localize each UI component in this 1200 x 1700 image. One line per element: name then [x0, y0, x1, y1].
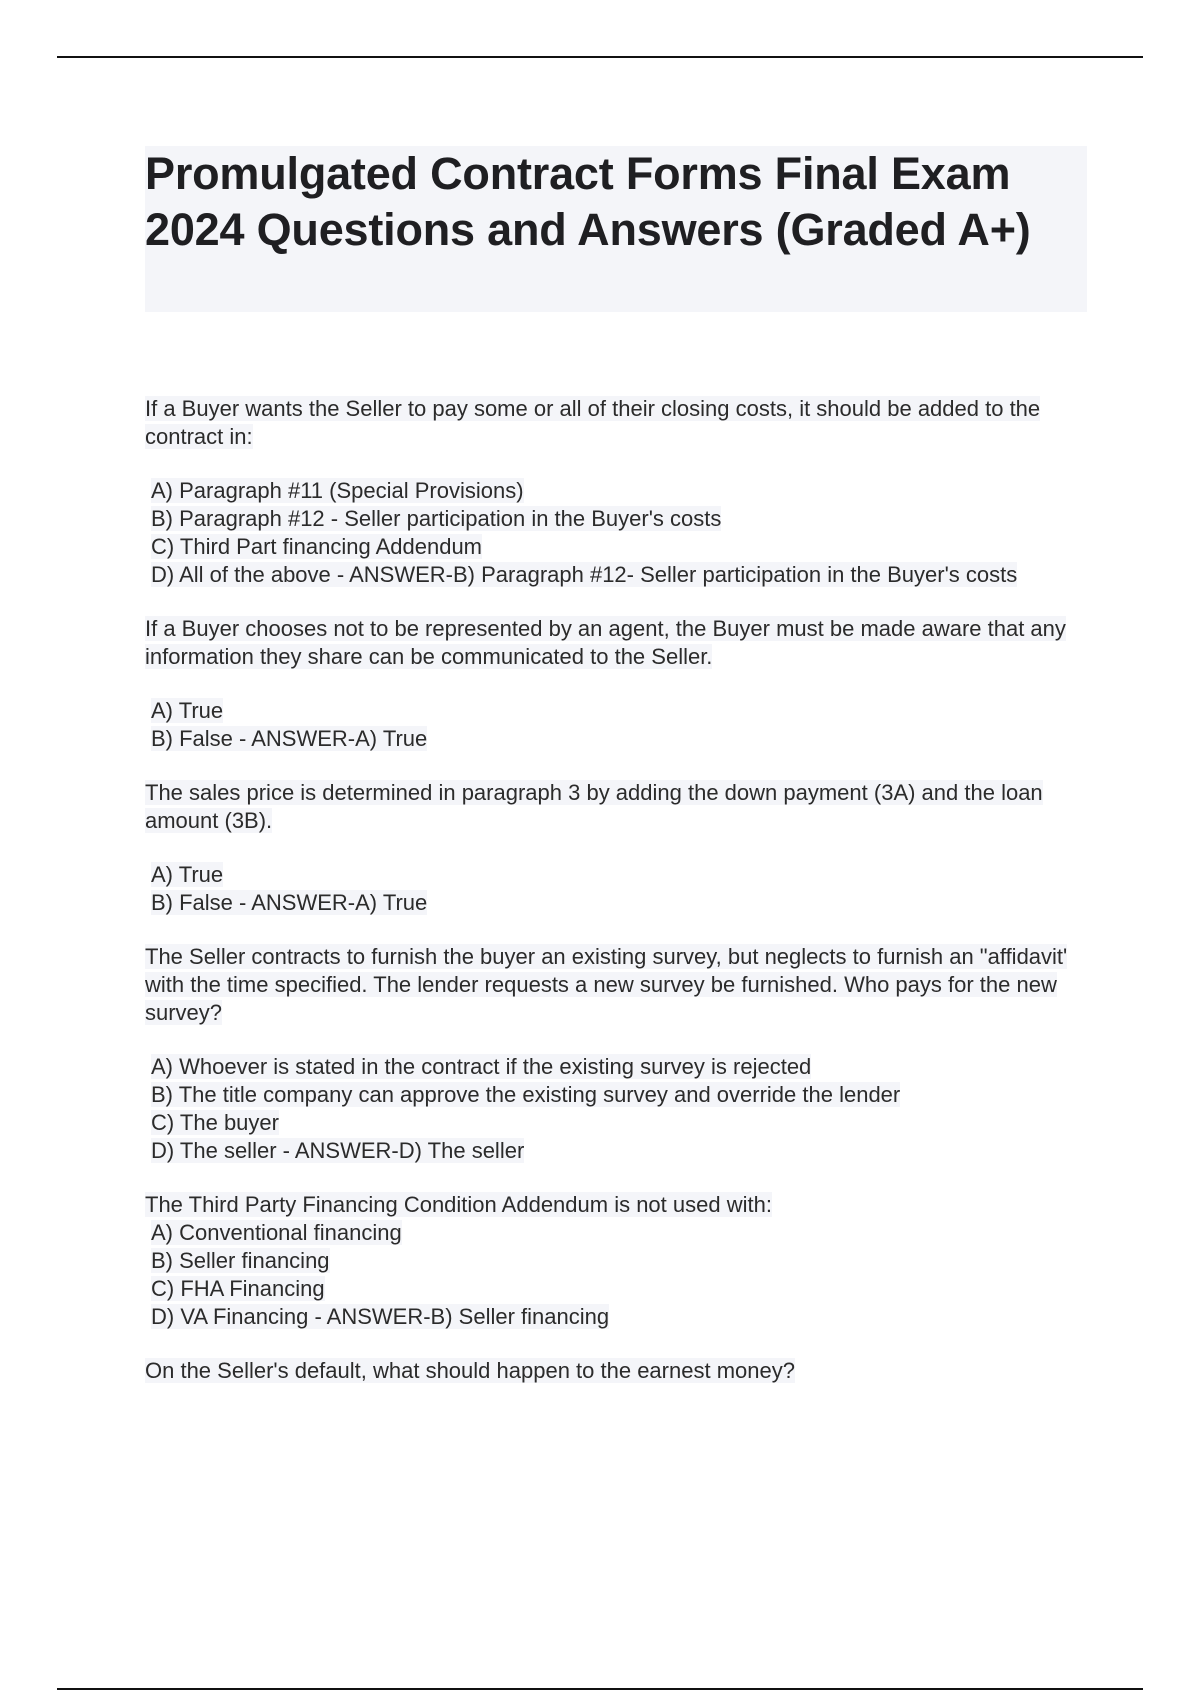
answer-option	[145, 1053, 1090, 1081]
answer-option-text: B) False - ANSWER-A) True	[151, 890, 428, 915]
question-stem	[145, 615, 1090, 671]
question-stem	[145, 1191, 1090, 1219]
answer-option	[145, 697, 1090, 725]
answer-option-text: A) Conventional financing	[151, 1220, 402, 1245]
question-list	[145, 395, 1090, 1385]
question-2	[145, 615, 1090, 753]
question-1	[145, 395, 1090, 589]
answer-option	[145, 477, 1090, 505]
answer-option-text: D) The seller - ANSWER-D) The seller	[151, 1138, 525, 1163]
answer-option	[145, 861, 1090, 889]
answer-option	[145, 533, 1090, 561]
title-block	[145, 146, 1087, 312]
answer-option-text: B) The title company can approve the existing survey and override the lender	[151, 1082, 901, 1107]
question-stem	[145, 779, 1090, 835]
answer-option-with-answer	[145, 1303, 1090, 1331]
question-stem-text: If a Buyer chooses not to be represented by an agent, the Buyer must be made aware that any information they share can be communicated to the Seller.	[145, 616, 1066, 669]
document-title: Promulgated Contract Forms Final Exam 2024 Questions and Answers (Graded A+)	[145, 148, 1031, 255]
question-stem	[145, 395, 1090, 451]
answer-option-text: B) Paragraph #12 - Seller participation in the Buyer's costs	[151, 506, 722, 531]
document-body	[145, 146, 1090, 1411]
answer-option	[145, 1109, 1090, 1137]
question-6	[145, 1357, 1090, 1385]
header-rule	[57, 56, 1143, 58]
answer-option	[145, 505, 1090, 533]
question-3	[145, 779, 1090, 917]
answer-option-with-answer	[145, 725, 1090, 753]
answer-option-with-answer	[145, 561, 1090, 589]
answer-option-text: B) Seller financing	[151, 1248, 330, 1273]
answer-option-text: A) Whoever is stated in the contract if the existing survey is rejected	[151, 1054, 812, 1079]
question-stem-text: If a Buyer wants the Seller to pay some or all of their closing costs, it should be added to the contract in:	[145, 396, 1041, 449]
answer-option-text: C) FHA Financing	[151, 1276, 325, 1301]
answer-option-text: B) False - ANSWER-A) True	[151, 726, 428, 751]
answer-option-text: A) Paragraph #11 (Special Provisions)	[151, 478, 524, 503]
answer-option-with-answer	[145, 889, 1090, 917]
question-4	[145, 943, 1090, 1165]
question-5	[145, 1191, 1090, 1331]
answer-option	[145, 1081, 1090, 1109]
answer-option	[145, 1247, 1090, 1275]
question-stem	[145, 1357, 1090, 1385]
question-stem-text: The Third Party Financing Condition Addendum is not used with:	[145, 1192, 772, 1217]
answer-option	[145, 1219, 1090, 1247]
answer-option-text: D) VA Financing - ANSWER-B) Seller financing	[151, 1304, 610, 1329]
footer-rule	[57, 1688, 1143, 1690]
answer-option-text: D) All of the above - ANSWER-B) Paragraph #12- Seller participation in the Buyer's costs	[151, 562, 1018, 587]
question-stem-text: The sales price is determined in paragraph 3 by adding the down payment (3A) and the loan amount (3B).	[145, 780, 1043, 833]
answer-option-with-answer	[145, 1137, 1090, 1165]
question-stem-text: On the Seller's default, what should happen to the earnest money?	[145, 1358, 795, 1383]
answer-option-text: A) True	[151, 698, 224, 723]
answer-option-text: A) True	[151, 862, 224, 887]
question-stem	[145, 943, 1090, 1027]
answer-option-text: C) The buyer	[151, 1110, 279, 1135]
answer-option-text: C) Third Part financing Addendum	[151, 534, 482, 559]
answer-option	[145, 1275, 1090, 1303]
question-stem-text: The Seller contracts to furnish the buyer an existing survey, but neglects to furnish an "affidavit' with the time specified. The lender requests a new survey be furnished. Who pays for the new survey?	[145, 944, 1068, 1025]
